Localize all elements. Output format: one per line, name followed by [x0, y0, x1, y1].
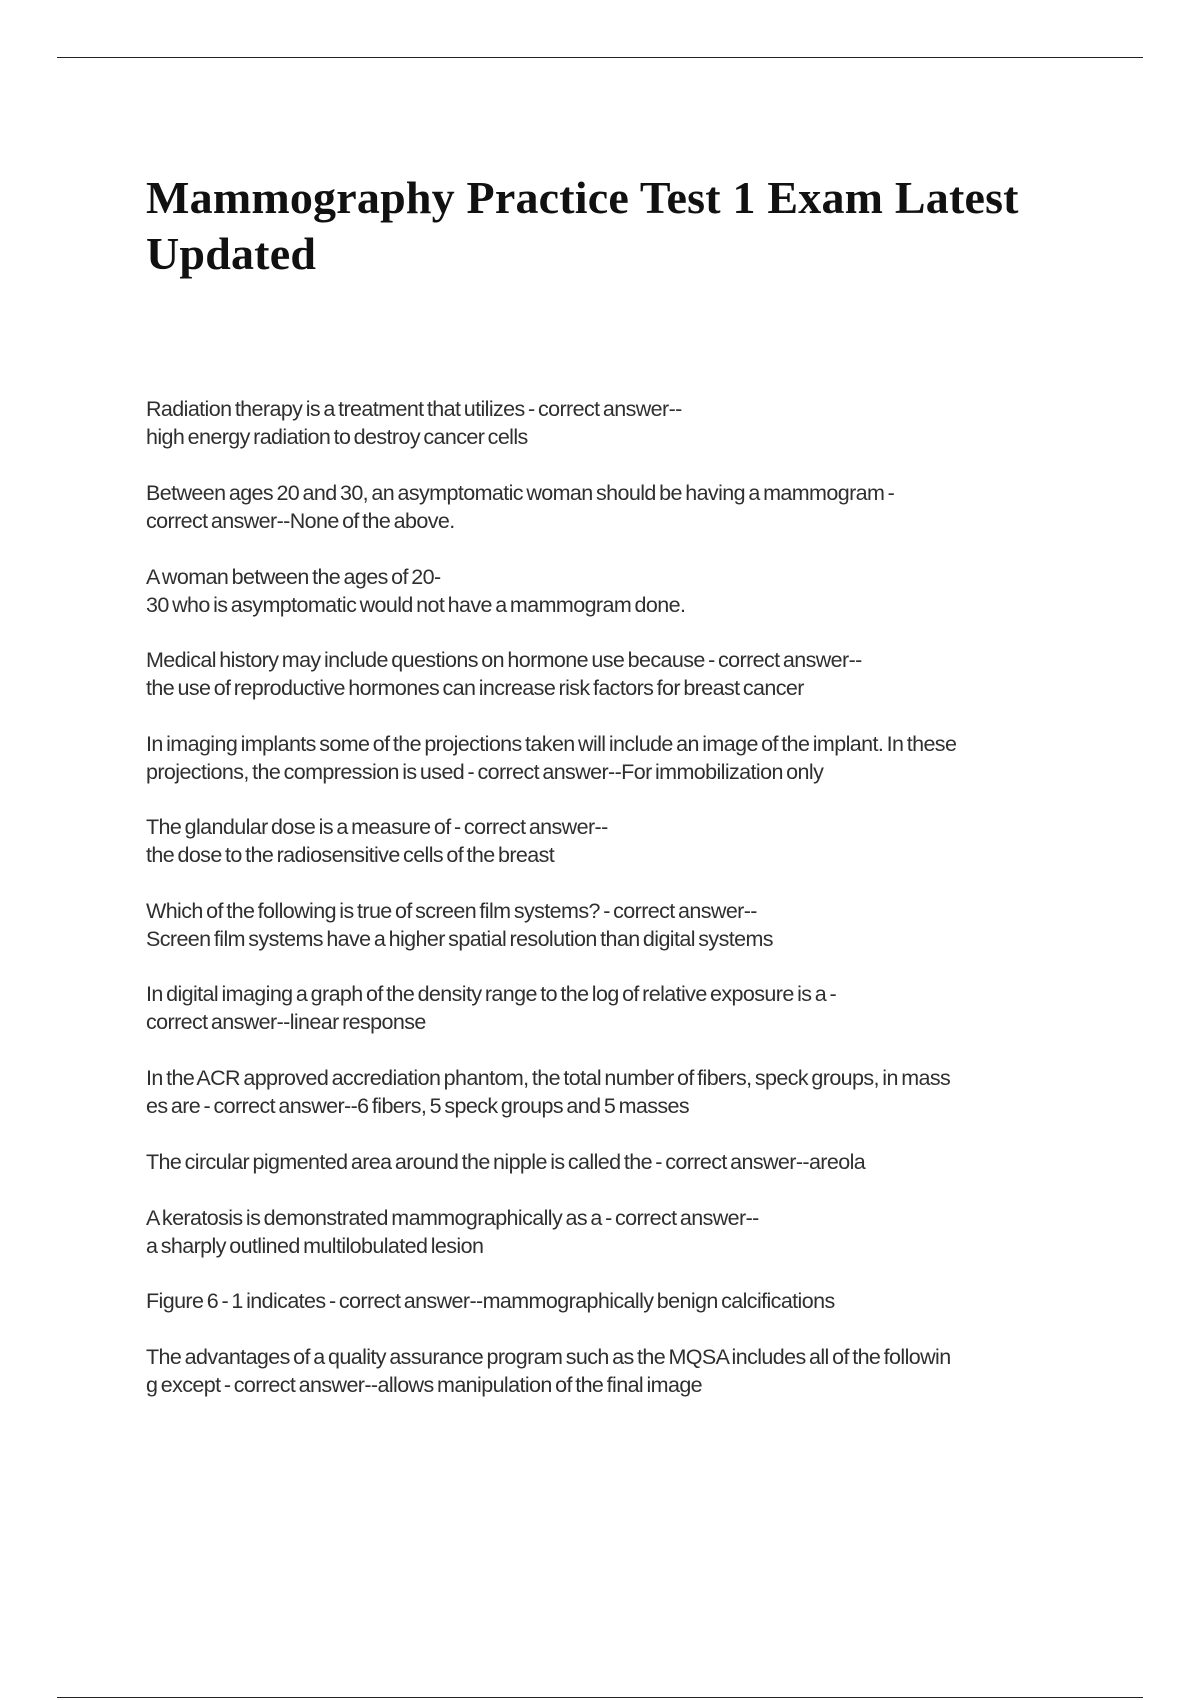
qa-item [146, 1204, 1096, 1287]
document-title [146, 170, 1086, 282]
qa-line: The glandular dose is a measure of - correct answer-- [146, 815, 608, 839]
qa-line: 30 who is asymptomatic would not have a mammogram done. [146, 593, 686, 617]
qa-item [146, 897, 1096, 980]
qa-item [146, 1064, 1096, 1148]
qa-line: Figure 6 - 1 indicates - correct answer--mammographically benign calcifications [146, 1289, 835, 1313]
qa-list [146, 395, 1096, 1399]
qa-line: the use of reproductive hormones can increase risk factors for breast cancer [146, 676, 804, 700]
bottom-rule [57, 1697, 1143, 1698]
qa-item [146, 395, 1096, 479]
qa-line: high energy radiation to destroy cancer cells [146, 425, 528, 449]
qa-line: A woman between the ages of 20- [146, 565, 441, 589]
qa-item [146, 646, 1096, 730]
qa-item [146, 1148, 1096, 1204]
qa-line: Screen film systems have a higher spatial resolution than digital systems [146, 927, 773, 951]
qa-line: In imaging implants some of the projections taken will include an image of the implant. In these [146, 732, 957, 756]
qa-line: a sharply outlined multilobulated lesion [146, 1234, 484, 1258]
qa-item [146, 1343, 1096, 1399]
top-rule [57, 57, 1143, 58]
qa-item [146, 980, 1096, 1064]
qa-line: Between ages 20 and 30, an asymptomatic woman should be having a mammogram - [146, 481, 895, 505]
qa-line: The advantages of a quality assurance program such as the MQSA includes all of the followin [146, 1345, 951, 1369]
qa-line: es are - correct answer--6 fibers, 5 speck groups and 5 masses [146, 1094, 690, 1118]
qa-item [146, 479, 1096, 563]
qa-line: correct answer--None of the above. [146, 509, 455, 533]
qa-line: g except - correct answer--allows manipulation of the final image [146, 1373, 703, 1397]
qa-line: Which of the following is true of screen film systems? - correct answer-- [146, 899, 757, 923]
qa-item [146, 813, 1096, 897]
qa-line: A keratosis is demonstrated mammographically as a - correct answer-- [146, 1206, 759, 1230]
qa-item [146, 1287, 1096, 1343]
qa-line: The circular pigmented area around the nipple is called the - correct answer--areola [146, 1150, 866, 1174]
qa-line: projections, the compression is used - correct answer--For immobilization only [146, 760, 824, 784]
qa-item [146, 730, 1096, 813]
qa-line: Radiation therapy is a treatment that utilizes - correct answer-- [146, 397, 682, 421]
qa-item [146, 563, 1096, 646]
title-line-1: Mammography Practice Test 1 Exam Latest [146, 172, 1019, 223]
qa-line: In digital imaging a graph of the density range to the log of relative exposure is a - [146, 982, 837, 1006]
title-line-2: Updated [146, 228, 317, 279]
qa-line: Medical history may include questions on hormone use because - correct answer-- [146, 648, 862, 672]
qa-line: correct answer--linear response [146, 1010, 426, 1034]
qa-line: In the ACR approved accrediation phantom, the total number of fibers, speck groups, in mass [146, 1066, 951, 1090]
qa-line: the dose to the radiosensitive cells of the breast [146, 843, 555, 867]
